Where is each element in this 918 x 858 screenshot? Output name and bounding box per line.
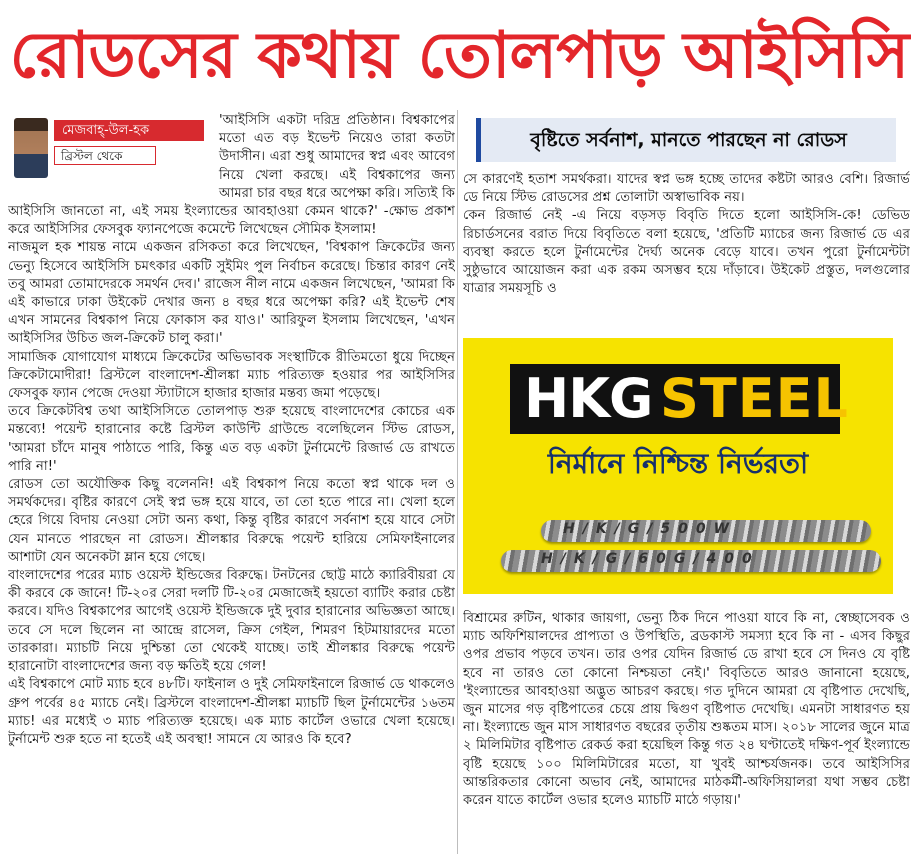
paragraph: 'আইসিসি একটা দরিদ্র প্রতিষ্ঠান। বিশ্বকাপের মতো এত বড় ইভেন্ট নিয়েও তারা কতটা উদাসীন। এরা শুধু আমাদের স্বপ্ন এবং আবেগ নিয়ে খেলা করছে। এই বিশ্বকাপের জন্য আমরা চার বছর ধরে অপেক্ষা করি। সত্যিই কি আইসিসি জানতো না, এই সময় ইংল্যান্ডের আবহাওয়া কেমন থাকে?' -ক্ষোভ প্রকাশ করে আইসিসির ফেসবুক ফ্যানপেজে কমেন্টে লিখেছেন সৌমিক ইসলাম! <box>8 113 455 238</box>
avatar <box>14 118 48 178</box>
byline <box>8 112 213 186</box>
paragraph: এই বিশ্বকাপে মোট ম্যাচ হবে ৪৮টি। ফাইনাল ও দুই সেমিফাইনালে রিজার্ভ ডে থাকলেও গ্রুপ পর্বের ৪৫ ম্যাচে নেই। ব্রিস্টলে বাংলাদেশ-শ্রীলঙ্কা ম্যাচটি ছিল টুর্নামেন্টের ১৬তম ম্যাচ! এর মধ্যেই ৩ ম্যাচ পরিত্যক্ত হয়েছে। এক ম্যাচ কার্টেল ওভারে খেলা হয়েছে। টুর্নামেন্ট শুরু হতে না হতেই এই অবস্থা! সামনে যে আরও কি হবে? <box>8 677 455 747</box>
paragraph: বিশ্রামের রুটিন, থাকার জায়গা, ভেন্যু ঠিক দিনে পাওয়া যাবে কি না, স্বেচ্ছাসেবক ও ম্যাচ অফিশিয়ালদের প্রাপ্যতা ও উপস্থিতি, ব্রডকাস্ট সমস্যা হবে কি না - এসব কিছুর ওপর প্রভাব পড়বে তখন। তার ওপর যেদিন রিজার্ভ ডে রাখা হবে সে দিনও যে বৃষ্টি হবে না তারও তো কোনো নিশ্চয়তা নেই।' বিবৃতিতে আরও জানানো হয়েছে, 'ইংল্যান্ডের আবহাওয়া অদ্ভুত আচরণ করছে। গত দুদিনে আমরা যে বৃষ্টিপাত দেখেছি, জুন মাসের গড় বৃষ্টিপাতের চেয়ে প্রায় দ্বিগুণ বৃষ্টিপাত দেখেছি। এমনটা সাধারণত হয় না। ইংল্যান্ডে জুন মাস সাধারণত বছরের তৃতীয় শুষ্কতম মাস। ২০১৮ সালের জুনে মাত্র ২ মিলিমিটার বৃষ্টিপাত রেকর্ড করা হয়েছিল কিন্তু গত ২৪ ঘণ্টাতেই দক্ষিণ-পূর্ব ইংল্যান্ডে বৃষ্টি হয়েছে ১০০ মিলিমিটারের মতো, যা খুবই আশ্চর্যজনক। তবে আইসিসির আন্তরিকতার কোনো অভাব নেই, আমাদের মাঠকর্মী-অফিসিয়ালরা যথা সম্ভব চেষ্টা করেন যাতে কার্টেল ওভার হলেও ম্যাচটি মাঠে গড়ায়।' <box>463 611 910 809</box>
rebar-marking: H/K/G/60G/400 <box>541 551 760 567</box>
brand-logo-steel: STEEL <box>660 367 849 430</box>
author-location: ব্রিস্টল থেকে <box>54 146 156 165</box>
ad-tagline: নির্মানে নিশ্চিন্ত নির্ভরতা <box>547 447 809 480</box>
author-name: মেজবাহ্-উল-হক <box>54 120 204 141</box>
column-divider <box>457 110 458 854</box>
headline: রোডসের কথায় তোলপাড় আইসিসি <box>9 19 909 93</box>
paragraph: কেন রিজার্ভ নেই -এ নিয়ে বড়সড় বিবৃতি দিতে হলো আইসিসি-কে! ডেভিড রিচার্ডসনের বরাত দিয়ে বিবৃতিতে বলা হয়েছে, 'প্রতিটি ম্যাচের জন্য রিজার্ভ ডে এর ব্যবস্থা করতে হলে টুর্নামেন্টের দৈর্ঘ্য অনেক বেড়ে যাবে। তখন পুরো টুর্নামেন্টটা সুষ্ঠুভাবে আয়োজন করা এক রকম অসম্ভব হয়ে দাঁড়াবে। উইকেট প্রস্তুত, দলগুলোর যাত্রার সময়সূচি ও <box>463 208 910 297</box>
left-column <box>8 112 455 854</box>
paragraph: তবে ক্রিকেটবিশ্ব তথা আইসিসিতে তোলপাড় শুরু হয়েছে বাংলাদেশের কোচের এক মন্তব্যে! পয়েন্ট হারানোর কষ্টে ব্রিস্টল কাউন্টি গ্রাউন্ডে বলেছিলেন স্টিভ রোডস, 'আমরা চাঁদে মানুষ পাঠাতে পারি, কিন্তু এত বড় একটা টুর্নামেন্টে রিজার্ভ ডে রাখতে পারি না!' <box>8 404 455 474</box>
right-column-top <box>463 171 910 339</box>
paragraph: বাংলাদেশের পরের ম্যাচ ওয়েস্ট ইন্ডিজের বিরুদ্ধে। টনটনের ছোট্ট মাঠে ক্যারিবীয়রা যে কী করবে কে জানে! টি-২০র সেরা দলটি টি-২০র মেজাজেই হয়তো ব্যাটিং করার চেষ্টা করবে। যদিও বিশ্বকাপের আগেই ওয়েস্ট ইন্ডিজকে দুই দুবার হারানোর অভিজ্ঞতা আছে। তবে সে দলে ছিলেন না আন্দ্রে রাসেল, ক্রিস গেইল, শিমরণ হিটমায়ারদের মতো তারকারা। ম্যাচটি নিয়ে দুশ্চিন্তা তো থেকেই যাচ্ছে। তাই শ্রীলঙ্কার বিরুদ্ধে পয়েন্ট হারানোটা বাংলাদেশের জন্য বড় ক্ষতিই হয়ে গেল! <box>8 568 455 675</box>
paragraph: সামাজিক যোগাযোগ মাধ্যমে ক্রিকেটের অভিভাবক সংস্থাটিকে রীতিমতো ধুয়ে দিচ্ছেন ক্রিকেটামোদীরা! ব্রিস্টলে বাংলাদেশ-শ্রীলঙ্কা ম্যাচ পরিত্যক্ত হওয়ার পর আইসিসির ফেসবুক ফ্যান পেজে দেওয়া স্ট্যাটাসে হাজার হাজার মন্তব্য জমা পড়েছে। <box>8 349 455 402</box>
brand-logo <box>510 364 849 434</box>
paragraph: সে কারণেই হতাশ সমর্থকরা। যাদের স্বপ্ন ভঙ্গ হচ্ছে তাদের কষ্টটা আরও বেশি। রিজার্ভ ডে নিয়ে স্টিভ রোডসের প্রশ্ন তোলাটা অস্বাভাবিক নয়। <box>463 172 910 206</box>
rebar-image <box>541 520 871 542</box>
paragraph: নাজমুল হক শায়ন্ত নামে একজন রসিকতা করে লিখেছেন, 'বিশ্বকাপ ক্রিকেটের জন্য ভেন্যু হিসেবে আইসিসি চমৎকার একটি সুইমিং পুল নির্বাচন করেছে। চিন্তার কারণ নেই তবু আমরা তোমাদেরকে সমর্থন দেব।' রাজেস নীল নামে একজন লিখেছেন, 'আমরা কি এই কাভারে ঢাকা উইকেট দেখার জন্য ৪ বছর ধরে অপেক্ষা করি? এই ইভেন্ট শেষ এখন সামনের বিশ্বকাপ নিয়ে ফোকাস কর যাও।' আরিফুল ইসলাম লিখেছেন, 'এখন আইসিসির উচিত জল-ক্রিকেট চালু করা।' <box>8 240 455 347</box>
hkg-steel-advertisement[interactable] <box>463 338 893 594</box>
right-column-bottom <box>463 610 910 854</box>
brand-logo-hkg: HKG <box>524 367 653 430</box>
rebar-image <box>501 550 881 572</box>
paragraph: রোডস তো অযৌক্তিক কিছু বলেননি! এই বিশ্বকাপ নিয়ে কতো স্বপ্ন থাকে দল ও সমর্থকদের। বৃষ্টির কারণে সেই স্বপ্ন ভঙ্গ হয়ে যাবে, তা তো হতে পারে না। খেলা হলে হেরে গিয়ে বিদায় নেওয়া সেটা অন্য কথা, কিন্তু বৃষ্টির কারণে সর্বনাশ হয়ে যাবে সেটা যেন মানতে পারছেন না রোডস। শ্রীলঙ্কার বিরুদ্ধে পয়েন্ট হারিয়ে সেমিফাইনালের আশাটা যেন অনেকটা ম্লান হয়ে গেছে। <box>8 477 455 565</box>
rebar-marking: H/K/G/500W <box>563 521 738 537</box>
subheadline: বৃষ্টিতে সর্বনাশ, মানতে পারছেন না রোডস <box>476 118 896 162</box>
